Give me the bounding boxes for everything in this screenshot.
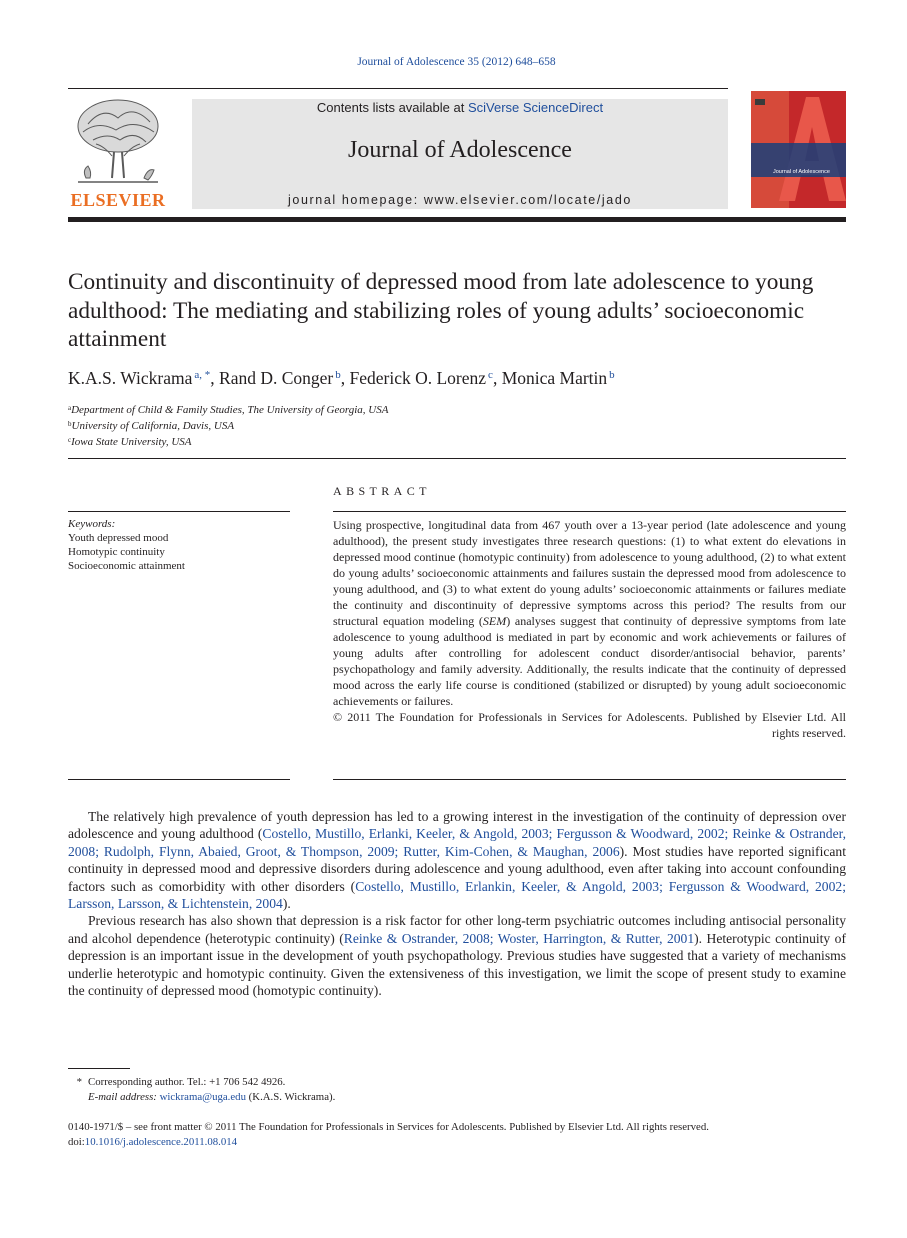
affiliation-item [68, 401, 668, 417]
affiliation-item [68, 433, 668, 449]
affiliation-mark: c [68, 436, 72, 444]
keywords-bottom-rule [68, 779, 290, 780]
affiliation-text: Department of Child & Family Studies, The University of Georgia, USA [71, 404, 389, 416]
footnote-rule [68, 1068, 130, 1069]
article-body [68, 808, 846, 999]
contents-line [192, 100, 728, 115]
cover-art-icon [751, 91, 846, 208]
author-affiliation-mark[interactable]: b [335, 369, 341, 381]
keyword-item[interactable]: Socioeconomic attainment [68, 560, 185, 572]
journal-citation[interactable]: Journal of Adolescence 35 (2012) 648–658 [357, 56, 556, 68]
sciencedirect-link[interactable]: SciVerse ScienceDirect [467, 100, 604, 115]
abstract-copyright [333, 709, 846, 741]
publisher-wordmark[interactable]: ELSEVIER [70, 190, 166, 210]
copyright-text: © 2011 The Foundation for Professionals in Services for Adolescents. Published by Elsevier Ltd. All rights reserved. [333, 710, 846, 740]
journal-cover-image[interactable] [751, 91, 846, 208]
affiliation-text: Iowa State University, USA [71, 436, 192, 448]
author-list [68, 368, 848, 389]
affiliation-mark: b [68, 420, 72, 428]
email-label: E-mail address: [88, 1091, 157, 1103]
author-name[interactable]: K.A.S. Wickrama [68, 368, 193, 388]
affiliation-list [68, 401, 668, 449]
header-thick-rule [68, 217, 846, 222]
doi-line [68, 1135, 868, 1150]
article-title: Continuity and discontinuity of depressed mood from late adolescence to young adulthood: The mediating and stabilizing roles of young adults’ socioeconomic attainment [68, 269, 814, 352]
footnote-star: * [76, 1076, 82, 1088]
author-affiliation-mark[interactable]: a, * [194, 369, 211, 381]
footnote-email [68, 1090, 768, 1105]
author-name[interactable]: Federick O. Lorenz [349, 368, 487, 388]
reference-link[interactable]: Reinke & Ostrander, 2008; Woster, Harrington, & Rutter, 2001 [343, 930, 695, 946]
author-name[interactable]: Rand D. Conger [219, 368, 334, 388]
abstract-top-rule [333, 511, 846, 512]
abstract-abbreviation: SEM [482, 614, 507, 628]
keywords-label: Keywords: [68, 518, 116, 530]
author-affiliation-mark[interactable]: b [609, 369, 615, 381]
footnotes [68, 1075, 768, 1105]
body-text: ). Heterotypic continuity of depression is an important issue in the development of youth psychopathology. Previous studies have suggested that a variety of mechanisms underlie heterotypic and homotypic continuity. Given the extensiveness of this investigation, we limit the scope of present study to examine the continuity of depressed mood (homotypic continuity). [68, 930, 846, 999]
abstract-paragraph [333, 517, 846, 709]
keyword-item[interactable]: Homotypic continuity [68, 546, 165, 558]
abstract-heading: ABSTRACT [333, 484, 431, 498]
body-text: The relatively high prevalence of youth depression has led to a growing interest in the investigation of the continuity of depression over adolescence and young adulthood ( [68, 809, 846, 842]
email-link[interactable]: wickrama@uga.edu [159, 1091, 246, 1103]
doi-label: doi: [68, 1136, 85, 1148]
keywords-top-rule [68, 511, 290, 512]
section-rule [68, 458, 846, 459]
tree-icon [68, 96, 168, 188]
abstract-bottom-rule [333, 779, 846, 780]
abstract-text-part: Using prospective, longitudinal data from 467 youth over a 13-year period (late adolescence and young adulthood), the present study investigates three research questions: (1) to what extent do elevations in depressed mood continue (homotypic continuity) from adolescence to young adulthood, (2) to what extent do young adults’ socioeconomic attainments and failures sustain the depressed mood from adolescence to young adulthood, and (3) to what extent do young adults’ socioeconomic attainments or failures mediate the continuity and discontinuity of depressive symptoms across this period? The results from our structural equation modeling ( [333, 518, 846, 628]
affiliation-item [68, 417, 668, 433]
cover-title: Journal of Adolescence [773, 169, 830, 175]
email-owner: (K.A.S. Wickrama). [248, 1091, 336, 1103]
body-text: ). [282, 896, 291, 912]
body-text: ). Most studies have reported significant continuity in depressed mood and depressive disorders during adolescence and young adulthood, even after taking into account confounding factors such as comorbidity with other disorders ( [68, 843, 846, 894]
body-paragraph [68, 808, 846, 912]
author-name[interactable]: Monica Martin [501, 368, 608, 388]
reference-link[interactable]: Costello, Mustillo, Erlanki, Keeler, & Angold, 2003; Fergusson & Woodward, 2002; Reinke & Ostrander, 2008; Rudolph, Flynn, Abaied, Groot, & Thompson, 2009; Rutter, Kim-Cohen, & Maughan, 2006 [68, 826, 846, 859]
reference-link[interactable]: Costello, Mustillo, Erlankin, Keeler, & Angold, 2003; Fergusson & Woodward, 2002; Larsson, Larsson, & Lichtenstein, 2004 [68, 878, 846, 912]
keywords-box [68, 517, 290, 573]
issn-line: 0140-1971/$ – see front matter © 2011 The Foundation for Professionals in Services for Adolescents. Published by Elsevier Ltd. All rights reserved. [68, 1121, 709, 1133]
keyword-item[interactable]: Youth depressed mood [68, 532, 169, 544]
front-matter-info [68, 1120, 868, 1150]
journal-title: Journal of Adolescence [348, 137, 572, 163]
footnote-text: Corresponding author. Tel.: +1 706 542 4926. [88, 1076, 286, 1088]
body-paragraph [68, 912, 846, 999]
doi-link[interactable]: 10.1016/j.adolescence.2011.08.014 [84, 1136, 238, 1148]
affiliation-mark: a [68, 404, 72, 412]
author-separator: , [340, 368, 350, 388]
author-separator: , [210, 368, 220, 388]
contents-prefix: Contents lists available at [316, 100, 468, 115]
body-text: Previous research has also shown that depression is a risk factor for other long-term psychiatric outcomes including antisocial personality and alcohol dependence (heterotypic continuity) ( [68, 913, 846, 946]
header-rule [68, 88, 728, 89]
journal-homepage[interactable]: journal homepage: www.elsevier.com/locate/jado [288, 193, 632, 207]
footnote-corresponding [68, 1075, 768, 1090]
author-separator: , [492, 368, 502, 388]
author-affiliation-mark[interactable]: c [488, 369, 493, 381]
affiliation-text: University of California, Davis, USA [71, 420, 235, 432]
abstract-text-part: ) analyses suggest that continuity of depressive symptoms from late adolescence to young adulthood is mediated in part by economic and work achievements or failures of young adults after controlling for adolescent conduct disorder/antisocial behavior, parents’ psychopathology and family adversity. Additionally, the results indicate that the continuity of depressed mood across the early life course is conditioned (stabilized or disrupted) by young adult socioeconomic achievements or failures. [333, 614, 846, 708]
abstract-body [333, 517, 846, 741]
